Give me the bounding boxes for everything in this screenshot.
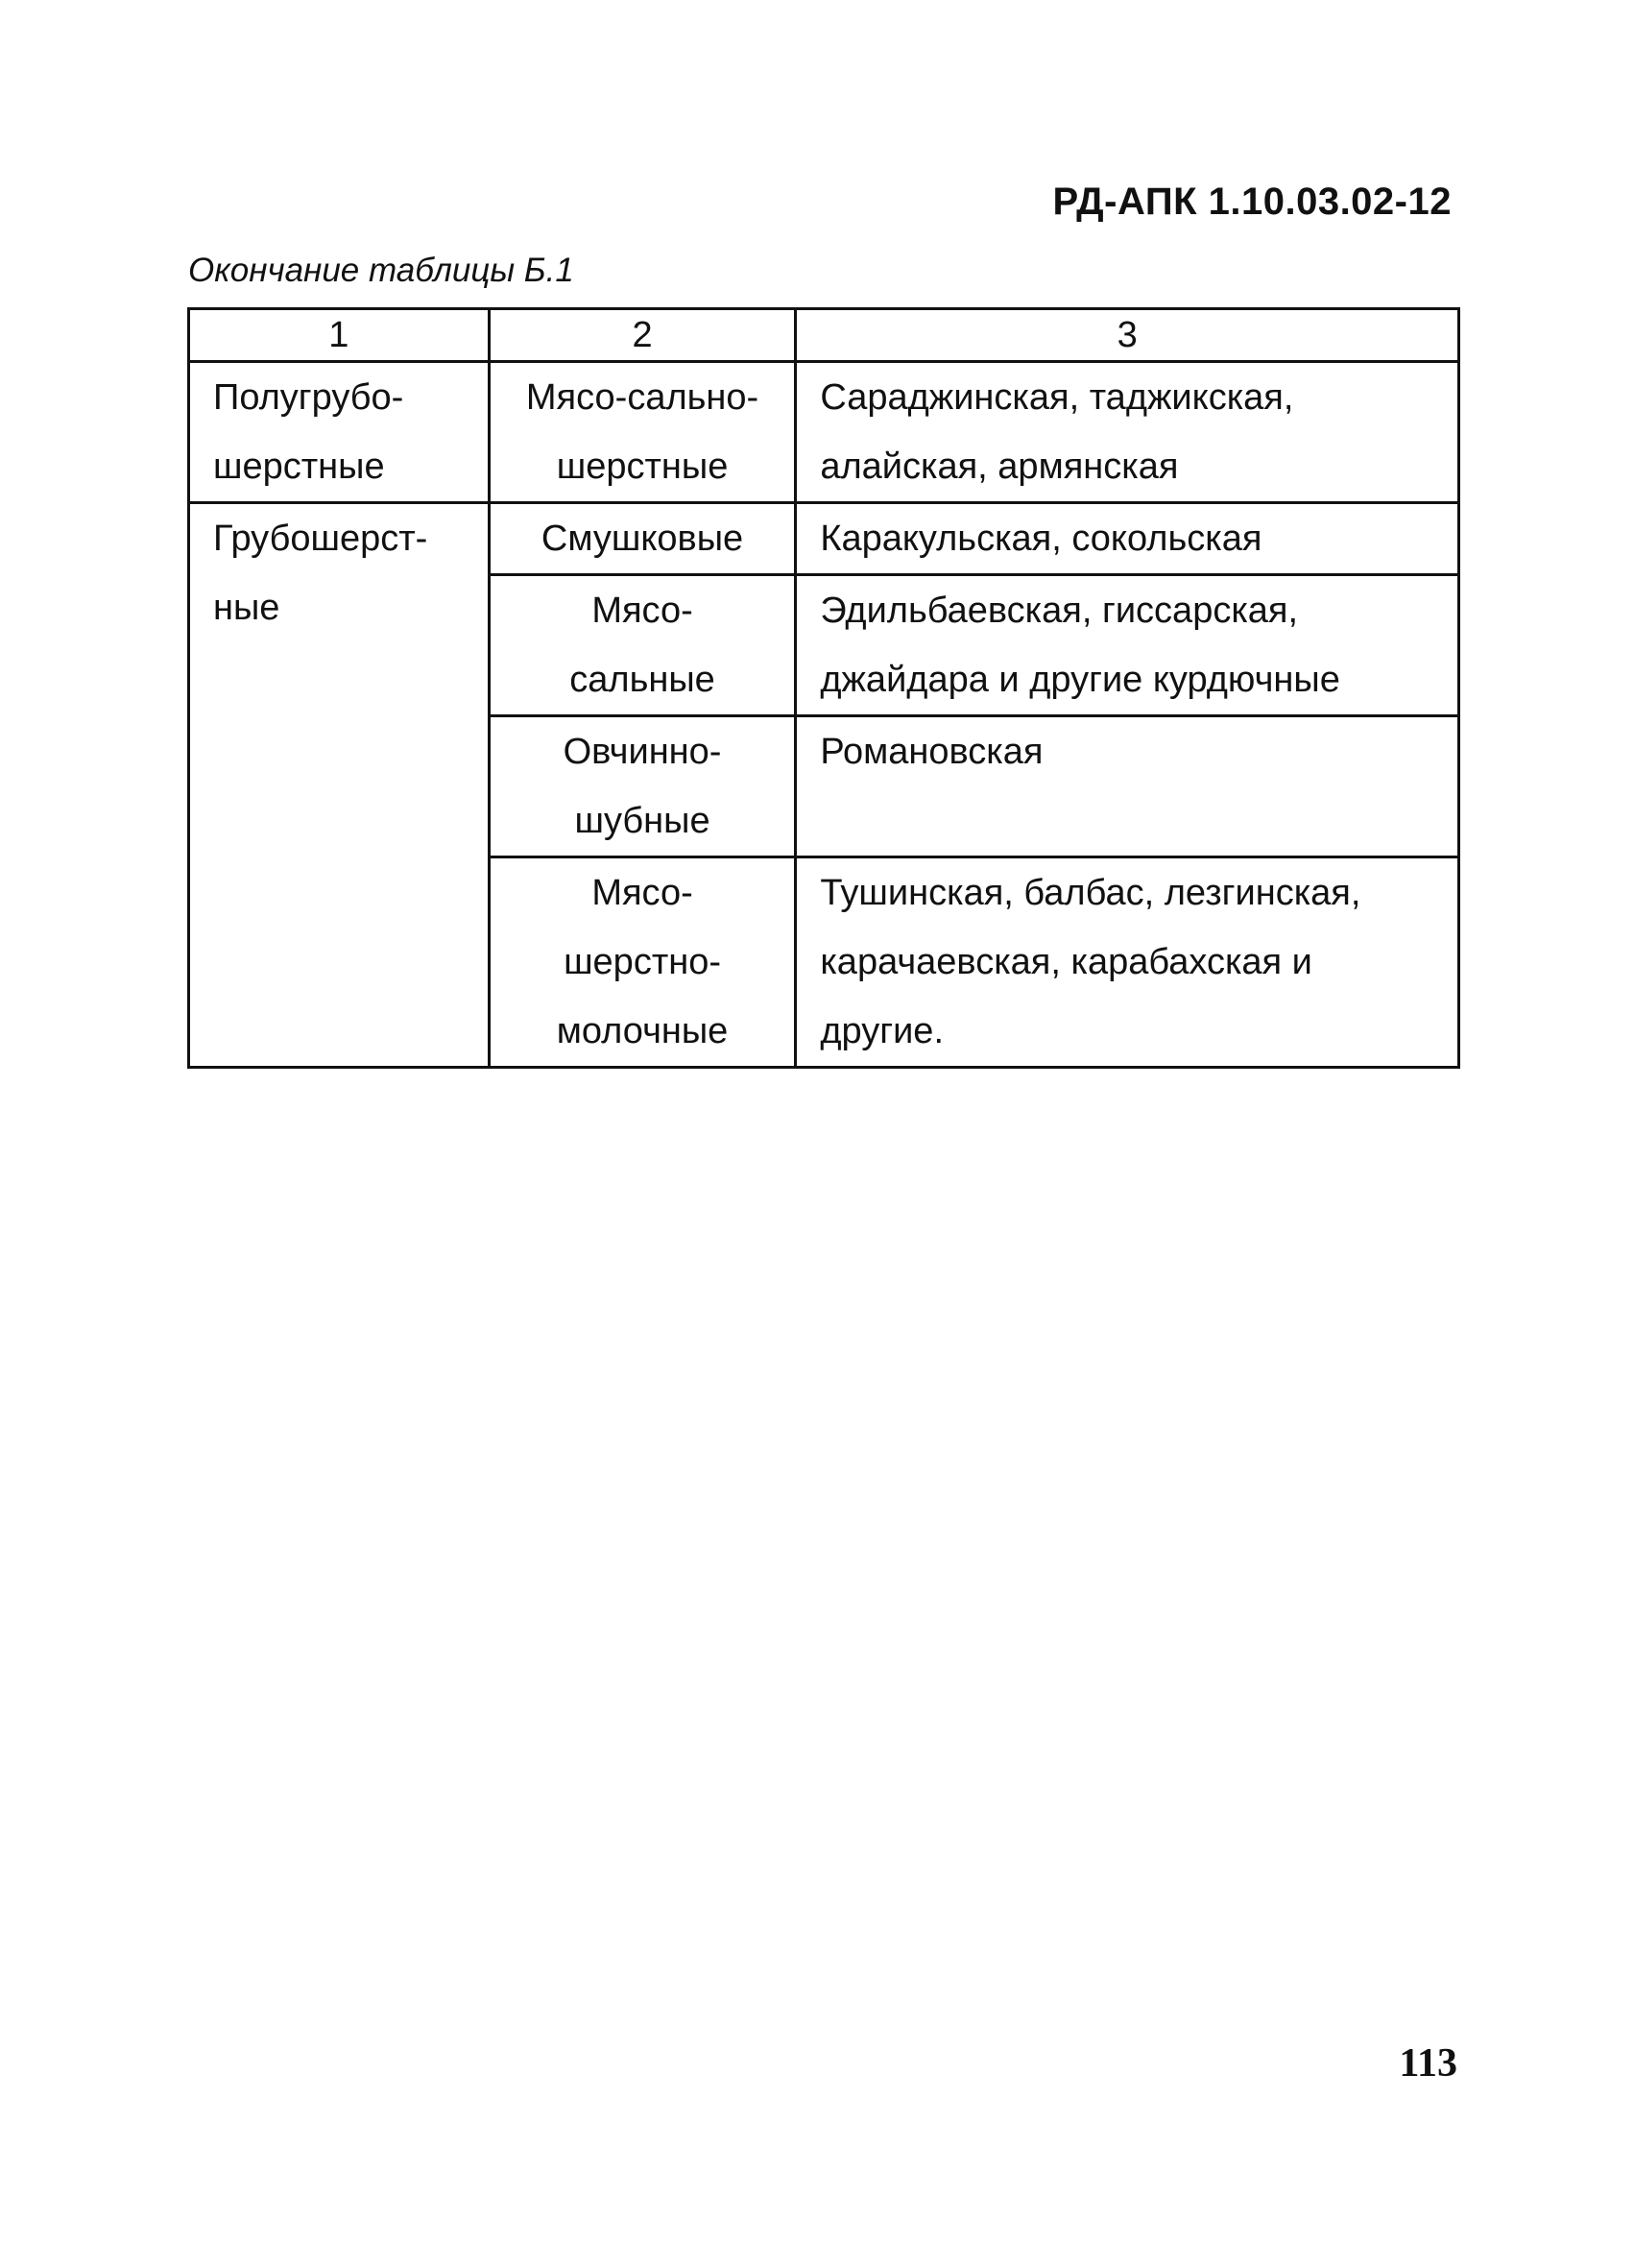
productivity-cell bbox=[489, 857, 796, 1068]
cell-text: Каракульская, сокольская bbox=[820, 519, 1262, 559]
cell-text: ные bbox=[213, 588, 280, 628]
table-header-row bbox=[189, 309, 1459, 362]
header-cell-3: 3 bbox=[796, 309, 1459, 362]
cell-text: Смушковые bbox=[541, 519, 744, 559]
cell-text: шерстно- bbox=[564, 942, 721, 982]
wool-type-cell bbox=[189, 503, 490, 1068]
breeds-cell bbox=[796, 857, 1459, 1068]
cell-text: Мясо- bbox=[591, 591, 693, 631]
cell-text: Романовская bbox=[820, 732, 1044, 772]
cell-text: сальные bbox=[569, 660, 715, 700]
productivity-cell bbox=[489, 503, 796, 575]
cell-text: Сараджинская, таджикская, bbox=[820, 377, 1294, 418]
page-number: 113 bbox=[1399, 2041, 1457, 2086]
cell-text: Грубошерст- bbox=[213, 519, 428, 559]
cell-text: карачаевская, карабахская и bbox=[820, 942, 1312, 982]
cell-text: Тушинская, балбас, лезгинская, bbox=[820, 873, 1361, 913]
document-code: РД-АПК 1.10.03.02-12 bbox=[1052, 181, 1452, 223]
cell-text: Полугрубо- bbox=[213, 377, 404, 418]
table-caption: Окончание таблицы Б.1 bbox=[188, 252, 574, 289]
productivity-cell bbox=[489, 716, 796, 857]
header-cell-2: 2 bbox=[489, 309, 796, 362]
table-row bbox=[189, 503, 1459, 575]
cell-text: другие. bbox=[820, 1011, 945, 1051]
wool-type-cell bbox=[189, 362, 490, 503]
cell-text: шерстные bbox=[556, 446, 729, 487]
cell-text: Эдильбаевская, гиссарская, bbox=[820, 591, 1299, 631]
cell-text: Овчинно- bbox=[563, 732, 722, 772]
cell-text: шерстные bbox=[213, 446, 385, 487]
cell-text: шубные bbox=[574, 801, 710, 841]
productivity-cell bbox=[489, 575, 796, 716]
cell-text: джайдара и другие курдючные bbox=[820, 660, 1340, 700]
cell-text: Мясо-сально- bbox=[525, 377, 759, 418]
cell-text: алайская, армянская bbox=[820, 446, 1179, 487]
breeds-cell bbox=[796, 575, 1459, 716]
breeds-cell bbox=[796, 362, 1459, 503]
table-row bbox=[189, 362, 1459, 503]
breed-table bbox=[187, 307, 1460, 1069]
productivity-cell bbox=[489, 362, 796, 503]
cell-text: молочные bbox=[556, 1011, 729, 1051]
breeds-cell bbox=[796, 716, 1459, 857]
breeds-cell bbox=[796, 503, 1459, 575]
header-cell-1: 1 bbox=[189, 309, 490, 362]
cell-text: Мясо- bbox=[591, 873, 693, 913]
